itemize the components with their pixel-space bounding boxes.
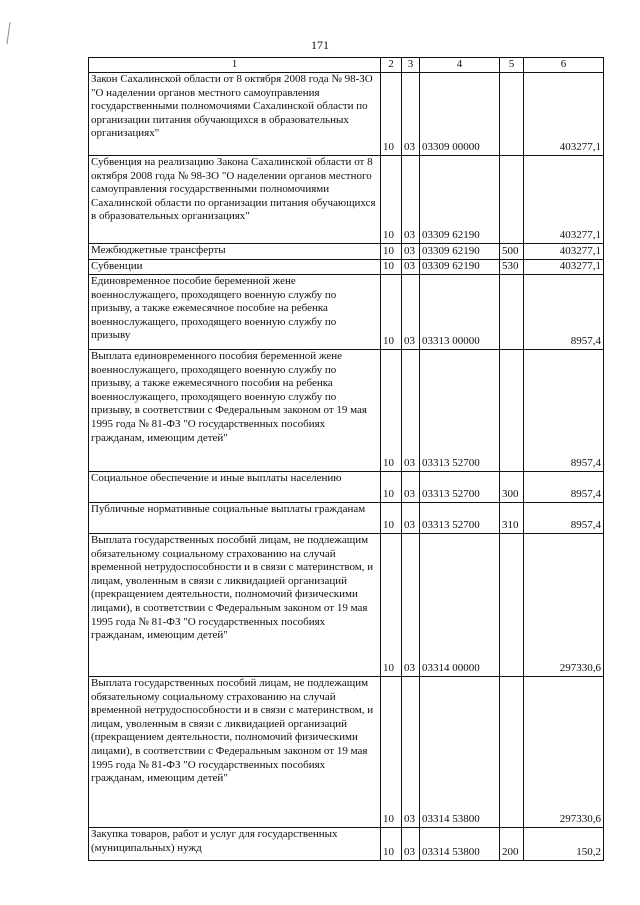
table-row bbox=[89, 73, 604, 156]
row-subsection: 03 bbox=[402, 260, 420, 275]
row-section: 10 bbox=[381, 472, 402, 503]
row-amount: 8957,4 bbox=[524, 503, 604, 534]
row-target-article: 03313 52700 bbox=[420, 503, 500, 534]
row-amount: 150,2 bbox=[524, 828, 604, 861]
row-name: Единовременное пособие беременной жене военнослужащего, проходящего военную службу по призыву, а также ежемесячное пособие на ребенка военнослужащего, проходящего военную службу по призыву bbox=[89, 275, 381, 350]
row-target-article: 03314 00000 bbox=[420, 534, 500, 677]
row-section: 10 bbox=[381, 260, 402, 275]
table-row bbox=[89, 677, 604, 828]
col-header-amount: 6 bbox=[524, 58, 604, 73]
table-row bbox=[89, 260, 604, 275]
row-amount: 297330,6 bbox=[524, 534, 604, 677]
row-name: Выплата единовременного пособия беременной жене военнослужащего, проходящего военную службу по призыву, а также ежемесячного пособия на ребенка военнослужащего, проходящего военную службу по призыву, в соответствии с Федеральным законом от 19 мая 1995 года № 81-ФЗ "О государственных пособиях гражданам, имеющим детей" bbox=[89, 350, 381, 472]
header-row bbox=[89, 58, 604, 73]
row-section: 10 bbox=[381, 156, 402, 244]
row-subsection: 03 bbox=[402, 73, 420, 156]
row-target-article: 03309 00000 bbox=[420, 73, 500, 156]
row-amount: 403277,1 bbox=[524, 244, 604, 260]
row-section: 10 bbox=[381, 828, 402, 861]
row-target-article: 03313 52700 bbox=[420, 472, 500, 503]
row-expense-type bbox=[500, 677, 524, 828]
row-amount: 8957,4 bbox=[524, 275, 604, 350]
row-name: Выплата государственных пособий лицам, не подлежащим обязательному социальному страхованию на случай временной нетрудоспособности и в связи с материнством, и лицам, уволенным в связи с ликвидацией организаций (прекращением деятельности, полномочий физическими лицами), в соответствии с Федеральным законом от 19 мая 1995 года № 81-ФЗ "О государственных пособиях гражданам, имеющим детей" bbox=[89, 534, 381, 677]
row-target-article: 03314 53800 bbox=[420, 677, 500, 828]
row-subsection: 03 bbox=[402, 534, 420, 677]
col-header-target-article: 4 bbox=[420, 58, 500, 73]
row-section: 10 bbox=[381, 677, 402, 828]
table-row bbox=[89, 350, 604, 472]
row-name: Закупка товаров, работ и услуг для государственных (муниципальных) нужд bbox=[89, 828, 381, 861]
table-row bbox=[89, 534, 604, 677]
row-name: Публичные нормативные социальные выплаты гражданам bbox=[89, 503, 381, 534]
row-section: 10 bbox=[381, 275, 402, 350]
table-row bbox=[89, 156, 604, 244]
row-target-article: 03309 62190 bbox=[420, 156, 500, 244]
row-expense-type bbox=[500, 350, 524, 472]
row-subsection: 03 bbox=[402, 244, 420, 260]
row-subsection: 03 bbox=[402, 275, 420, 350]
row-expense-type bbox=[500, 73, 524, 156]
row-target-article: 03314 53800 bbox=[420, 828, 500, 861]
row-expense-type: 530 bbox=[500, 260, 524, 275]
row-subsection: 03 bbox=[402, 828, 420, 861]
page-number: 171 bbox=[311, 38, 329, 52]
row-subsection: 03 bbox=[402, 472, 420, 503]
col-header-section: 2 bbox=[381, 58, 402, 73]
row-expense-type bbox=[500, 275, 524, 350]
table-row bbox=[89, 244, 604, 260]
row-expense-type bbox=[500, 156, 524, 244]
row-target-article: 03309 62190 bbox=[420, 260, 500, 275]
table-row bbox=[89, 828, 604, 861]
row-target-article: 03313 52700 bbox=[420, 350, 500, 472]
row-subsection: 03 bbox=[402, 156, 420, 244]
row-expense-type bbox=[500, 534, 524, 677]
row-amount: 403277,1 bbox=[524, 73, 604, 156]
row-expense-type: 500 bbox=[500, 244, 524, 260]
col-header-name: 1 bbox=[89, 58, 381, 73]
row-name: Субвенции bbox=[89, 260, 381, 275]
row-name: Выплата государственных пособий лицам, не подлежащим обязательному социальному страхованию на случай временной нетрудоспособности и в связи с материнством, и лицам, уволенным в связи с ликвидацией организаций (прекращением деятельности, полномочий физическими лицами), в соответствии с Федеральным законом от 19 мая 1995 года № 81-ФЗ "О государственных пособиях гражданам, имеющим детей" bbox=[89, 677, 381, 828]
row-section: 10 bbox=[381, 73, 402, 156]
row-target-article: 03313 00000 bbox=[420, 275, 500, 350]
row-section: 10 bbox=[381, 534, 402, 677]
table-row bbox=[89, 275, 604, 350]
row-name: Социальное обеспечение и иные выплаты населению bbox=[89, 472, 381, 503]
row-name: Субвенция на реализацию Закона Сахалинской области от 8 октября 2008 года № 98-ЗО "О наделении органов местного самоуправления государственными полномочиями Сахалинской области по организации питания обучающихся в образовательных организациях" bbox=[89, 156, 381, 244]
row-amount: 8957,4 bbox=[524, 472, 604, 503]
row-expense-type: 300 bbox=[500, 472, 524, 503]
budget-table bbox=[88, 57, 604, 861]
table-row bbox=[89, 503, 604, 534]
row-amount: 403277,1 bbox=[524, 156, 604, 244]
row-target-article: 03309 62190 bbox=[420, 244, 500, 260]
row-section: 10 bbox=[381, 350, 402, 472]
row-name: Закон Сахалинской области от 8 октября 2008 года № 98-ЗО "О наделении органов местного самоуправления государственными полномочиями Сахалинской области по организации питания обучающихся в образовательных организациях" bbox=[89, 73, 381, 156]
row-subsection: 03 bbox=[402, 677, 420, 828]
row-expense-type: 310 bbox=[500, 503, 524, 534]
row-amount: 403277,1 bbox=[524, 260, 604, 275]
row-section: 10 bbox=[381, 503, 402, 534]
col-header-subsection: 3 bbox=[402, 58, 420, 73]
row-subsection: 03 bbox=[402, 503, 420, 534]
row-section: 10 bbox=[381, 244, 402, 260]
row-expense-type: 200 bbox=[500, 828, 524, 861]
row-amount: 297330,6 bbox=[524, 677, 604, 828]
table-row bbox=[89, 472, 604, 503]
row-amount: 8957,4 bbox=[524, 350, 604, 472]
row-subsection: 03 bbox=[402, 350, 420, 472]
col-header-expense-type: 5 bbox=[500, 58, 524, 73]
row-name: Межбюджетные трансферты bbox=[89, 244, 381, 260]
